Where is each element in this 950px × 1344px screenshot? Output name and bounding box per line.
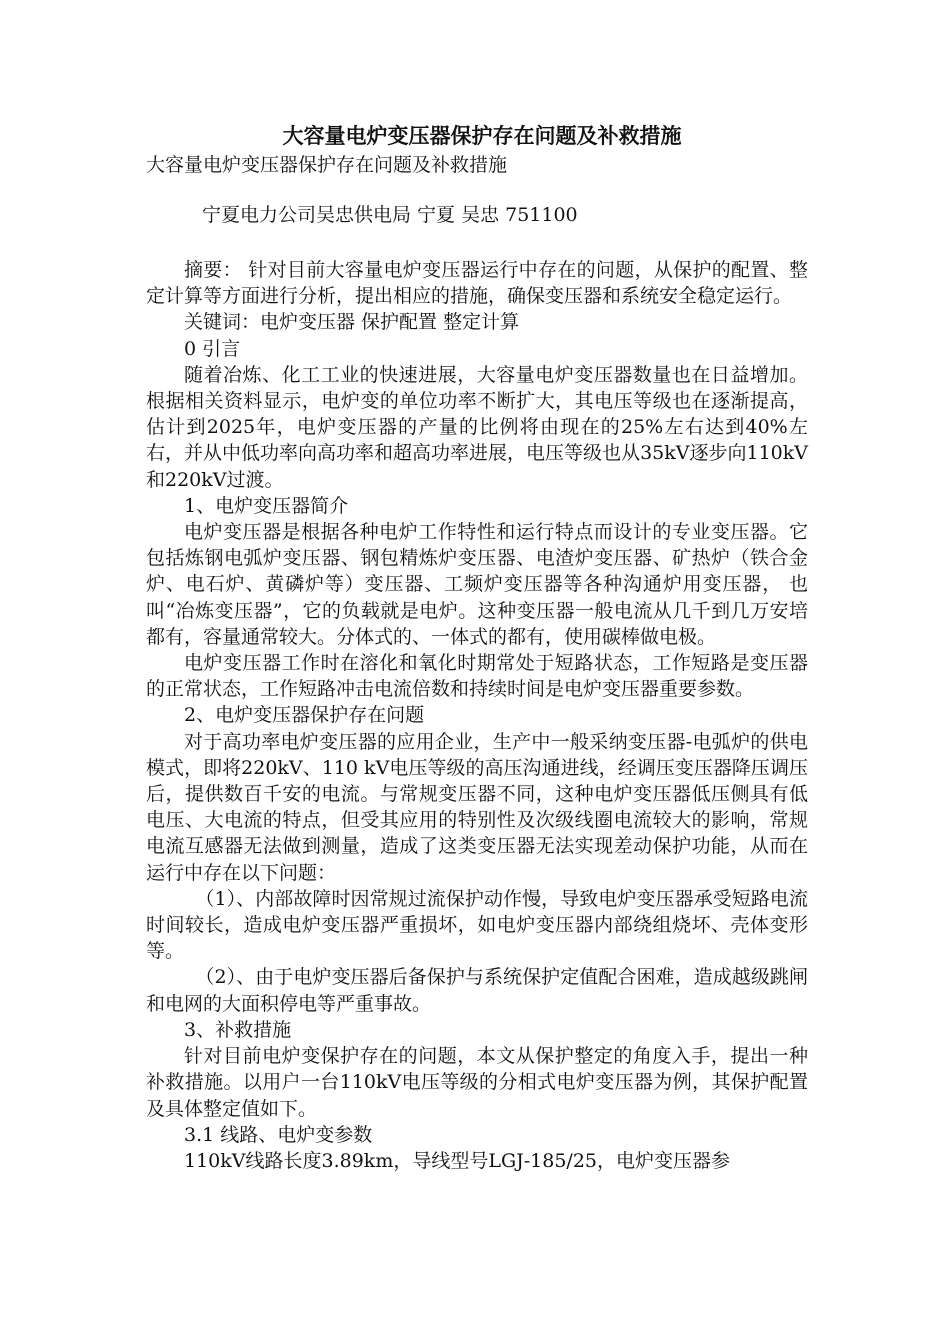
abstract-paragraph: 摘要： 针对目前大容量电炉变压器运行中存在的问题，从保护的配置、整定计算等方面进行分析，提出相应的措施，确保变压器和系统安全稳定运行。: [146, 259, 808, 308]
author-line: 宁夏电力公司吴忠供电局 宁夏 吴忠 751100: [202, 204, 578, 226]
section-3-1-paragraph-1: 110kV线路长度3.89km，导线型号LGJ-185/25，电炉变压器参: [184, 1149, 731, 1172]
section-2-item-1: （1）、内部故障时因常规过流保护动作慢，导致电炉变压器承受短路电流时间较长，造成电炉变压器严重损坏，如电炉变压器内部绕组烧坏、壳体变形等。: [146, 887, 808, 963]
section-1-heading: 1、电炉变压器简介: [184, 494, 349, 517]
section-3-heading: 3、补救措施: [184, 1018, 292, 1041]
document-subtitle: 大容量电炉变压器保护存在问题及补救措施: [146, 154, 508, 176]
section-3-1-heading: 3.1 线路、电炉变参数: [184, 1123, 373, 1146]
keywords-line: 关键词：电炉变压器 保护配置 整定计算: [184, 311, 520, 334]
section-0-heading: 0 引言: [184, 337, 241, 360]
section-1-paragraph-2: 电炉变压器工作时在溶化和氧化时期常处于短路状态，工作短路是变压器的正常状态，工作短路冲击电流倍数和持续时间是电炉变压器重要参数。: [146, 652, 808, 701]
section-2-item-2: （2）、由于电炉变压器后备保护与系统保护定值配合困难，造成越级跳闸和电网的大面积停电等严重事故。: [146, 966, 808, 1015]
document-title: 大容量电炉变压器保护存在问题及补救措施: [282, 123, 682, 148]
document-page: [146, 121, 808, 1174]
section-0-paragraph-1: 随着冶炼、化工工业的快速进展，大容量电炉变压器数量也在日益增加。根据相关资料显示，电炉变的单位功率不断扩大，其电压等级也在逐渐提高，估计到2025年，电炉变压器的产量的比例将由现在的25%左右达到40%左右，并从中低功率向高功率和超高功率进展，电压等级也从35kV逐步向110kV和220kV过渡。: [146, 363, 808, 491]
section-1-paragraph-1: 电炉变压器是根据各种电炉工作特性和运行特点而设计的专业变压器。它包括炼钢电弧炉变压器、钢包精炼炉变压器、电渣炉变压器、矿热炉（铁合金炉、电石炉、黄磷炉等）变压器、工频炉变压器等各种沟通炉用变压器， 也叫“冶炼变压器”，它的负载就是电炉。这种变压器一般电流从几千到几万安培都有，容量通常较大。分体式的、一体式的都有，使用碳棒做电极。: [146, 521, 808, 648]
section-2-paragraph-1: 对于高功率电炉变压器的应用企业，生产中一般采纳变压器-电弧炉的供电模式，即将220kV、110 kV电压等级的高压沟通进线，经调压变压器降压调压后，提供数百千安的电流。与常规变压器不同，这种电炉变压器低压侧具有低电压、大电流的特点，但受其应用的特别性及次级线圈电流较大的影响，常规电流互感器无法做到测量，造成了这类变压器无法实现差动保护功能，从而在运行中存在以下问题：: [146, 730, 808, 884]
section-3-paragraph-1: 针对目前电炉变保护存在的问题，本文从保护整定的角度入手，提出一种补救措施。以用户一台110kV电压等级的分相式电炉变压器为例，其保护配置及具体整定值如下。: [146, 1045, 808, 1120]
section-2-heading: 2、电炉变压器保护存在问题: [184, 704, 425, 727]
